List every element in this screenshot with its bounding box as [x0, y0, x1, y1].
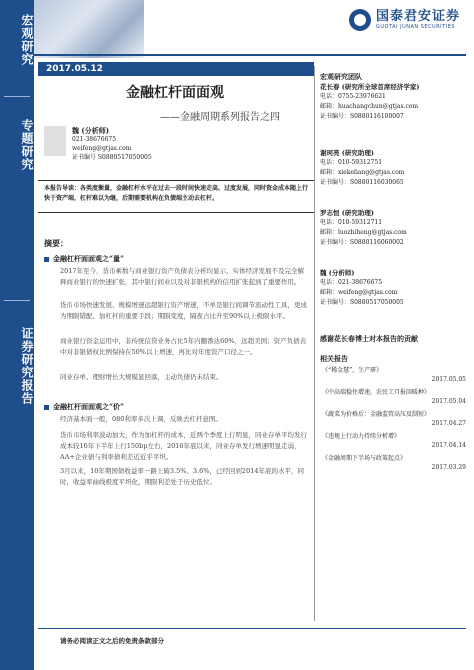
related-report-date: 2017.04.27 — [431, 420, 466, 427]
sidebar-type: 专题研究 — [20, 119, 34, 171]
related-report-date: 2017.05.04 — [431, 398, 466, 405]
report-abstract: 本报告导读：各类度衡量，金融杠杆水平在过去一段时间快速走高、过度发展，同时资金成本随上行快于资产端，杠杆难以为继，后期需要机构在负债端主动去杠杆。 — [44, 185, 309, 202]
related-report-title: 《违规上行动力持续分析增》 — [322, 433, 401, 440]
related-report[interactable] — [322, 366, 466, 384]
section-paragraph: 3月以来，10年期国债收益率一路上破3.5%、3.6%，已经回到2014年底的水平，同时，收益率曲线极度平坦化，期限利差处于历史低位。 — [60, 467, 304, 486]
related-report-date: 2017.04.14 — [431, 442, 466, 449]
section-paragraph: 货币市场快速发展、规模增速远超银行资产增速，不单是银行间调节流动性工具，更成为期限错配、加杠杆的重要手段；期限变度，隔夜占比升至90%以上极限水平。 — [60, 301, 307, 320]
member-phone: 电话：0755-23976621 — [320, 93, 386, 100]
member-phone: 电话：010-59312751 — [320, 159, 383, 166]
sidebar-doc-type: 证券研究报告 — [20, 327, 34, 405]
related-report-date: 2017.05.05 — [431, 376, 466, 383]
member-email[interactable]: 邮箱：luozhiheng@gtjas.com — [320, 229, 407, 236]
column-divider — [314, 66, 315, 621]
related-report[interactable] — [322, 388, 466, 406]
analyst-email[interactable]: weifeng@gtjas.com — [72, 145, 132, 152]
team-member — [320, 268, 470, 308]
bullet-square-icon — [44, 405, 49, 410]
related-report[interactable] — [322, 454, 466, 472]
section-paragraph: 货币市场利率波动加大，作为加杠杆的成本，近两个季度上行明显，同业存单平均发行成本较16年下半年上行150bp左右，2016年底以来，同业存单发行增速明显走弱，AA+企业债与利率债利差近近乎平坦。 — [60, 431, 307, 461]
team-title: 宏观研究团队 — [320, 72, 362, 81]
sidebar-divider — [4, 300, 30, 301]
member-cert: 证书编号：S0880116060002 — [320, 239, 404, 246]
member-email[interactable]: 邮箱：xiekeliang@gtjas.com — [320, 169, 405, 176]
member-email[interactable]: 邮箱：weifeng@gtjas.com — [320, 289, 398, 296]
member-name: 花长春 (研究所全球首席经济学家) — [320, 83, 420, 91]
team-member — [320, 148, 470, 188]
analyst-cert: 证书编号 S0880517050005 — [72, 154, 152, 161]
logo-name: 国泰君安证券 — [375, 9, 460, 24]
related-report-title: 《金融周期下半场与政策起点》 — [322, 455, 407, 462]
member-name: 魏 (分析师) — [320, 269, 355, 277]
header-decoration — [34, 0, 144, 58]
analyst-name: 魏 (分析师) — [72, 126, 110, 135]
related-report-date: 2017.03.29 — [431, 464, 466, 471]
abstract-rule-bottom — [38, 212, 314, 213]
related-title: 相关报告 — [320, 354, 348, 363]
section-paragraph: 经济基本面一般，080利率多次上调，反映去杠杆意图。 — [60, 415, 222, 423]
section-heading — [44, 254, 124, 264]
member-email[interactable]: 邮箱：huachangchun@gtjas.com — [320, 103, 419, 110]
footer-disclaimer: 请务必阅读正文之后的免责条款部分 — [60, 637, 164, 645]
member-cert: 证书编号：S0880116100007 — [320, 113, 404, 120]
team-member — [320, 208, 470, 248]
section-paragraph: 2017年至今，货币乘数与商业银行资产负债表分析均显示，实体经济发展不及完全解释商业银行的快速扩张，其中银行间业以及对非银机构的信用扩张起到了重要作用。 — [60, 267, 305, 286]
company-logo — [349, 6, 460, 34]
team-block — [320, 72, 470, 122]
section-heading-text: 金融杠杆面面观之“量” — [53, 254, 125, 263]
section-heading — [44, 402, 124, 412]
sidebar-category: 宏观研究 — [20, 14, 34, 66]
sidebar-divider — [4, 96, 30, 97]
header-rule — [34, 54, 466, 56]
related-report[interactable] — [322, 410, 466, 428]
related-report-title: 《蔬菜为价格后：金融监管高压反制短》 — [322, 411, 431, 418]
section-heading-text: 金融杠杆面面观之“价” — [53, 402, 125, 411]
related-report-title: 《“稀金慧”，生产研》 — [322, 367, 383, 374]
member-cert: 证书编号：S0880116030065 — [320, 179, 404, 186]
analyst-block — [44, 126, 224, 162]
report-date: 2017.05.12 — [38, 62, 314, 76]
related-report[interactable] — [322, 432, 466, 450]
section-paragraph: 商业银行资金运用中，非传统信贷业务占比5年内翻番达60%，远超美国；资产负债表中对非银债权比例保持在50%以上增速，再比对年度资产口径之一。 — [60, 337, 307, 356]
analyst-phone: 021-38676675 — [72, 136, 117, 143]
bullet-square-icon — [44, 257, 49, 262]
member-name: 谢珂亮 (研究助理) — [320, 149, 374, 157]
member-cert: 证书编号：S0880517050005 — [320, 299, 404, 306]
abstract-rule-top — [38, 180, 314, 181]
summary-label: 摘要： — [44, 238, 68, 248]
thanks-note: 感谢花长春博士对本报告的贡献 — [320, 334, 418, 343]
related-report-title: 《中高端稳住增速，农民工月报回暖种》 — [322, 389, 431, 396]
logo-icon — [349, 9, 371, 31]
member-phone: 电话：010-59312711 — [320, 219, 383, 226]
logo-name-en: GUOTAI JUNAN SECURITIES — [375, 24, 456, 30]
member-phone: 电话：021-38676675 — [320, 279, 383, 286]
footer-rule — [38, 628, 466, 629]
section-paragraph: 同业存单、理财增长大规模显回落，主动负债仍未结束。 — [60, 373, 223, 381]
left-sidebar — [0, 0, 34, 670]
analyst-photo — [44, 126, 66, 156]
report-subtitle: ——金融周期系列报告之四 — [160, 112, 280, 123]
member-name: 罗志恒 (研究助理) — [320, 209, 374, 217]
report-title: 金融杠杆面面观 — [126, 85, 224, 101]
